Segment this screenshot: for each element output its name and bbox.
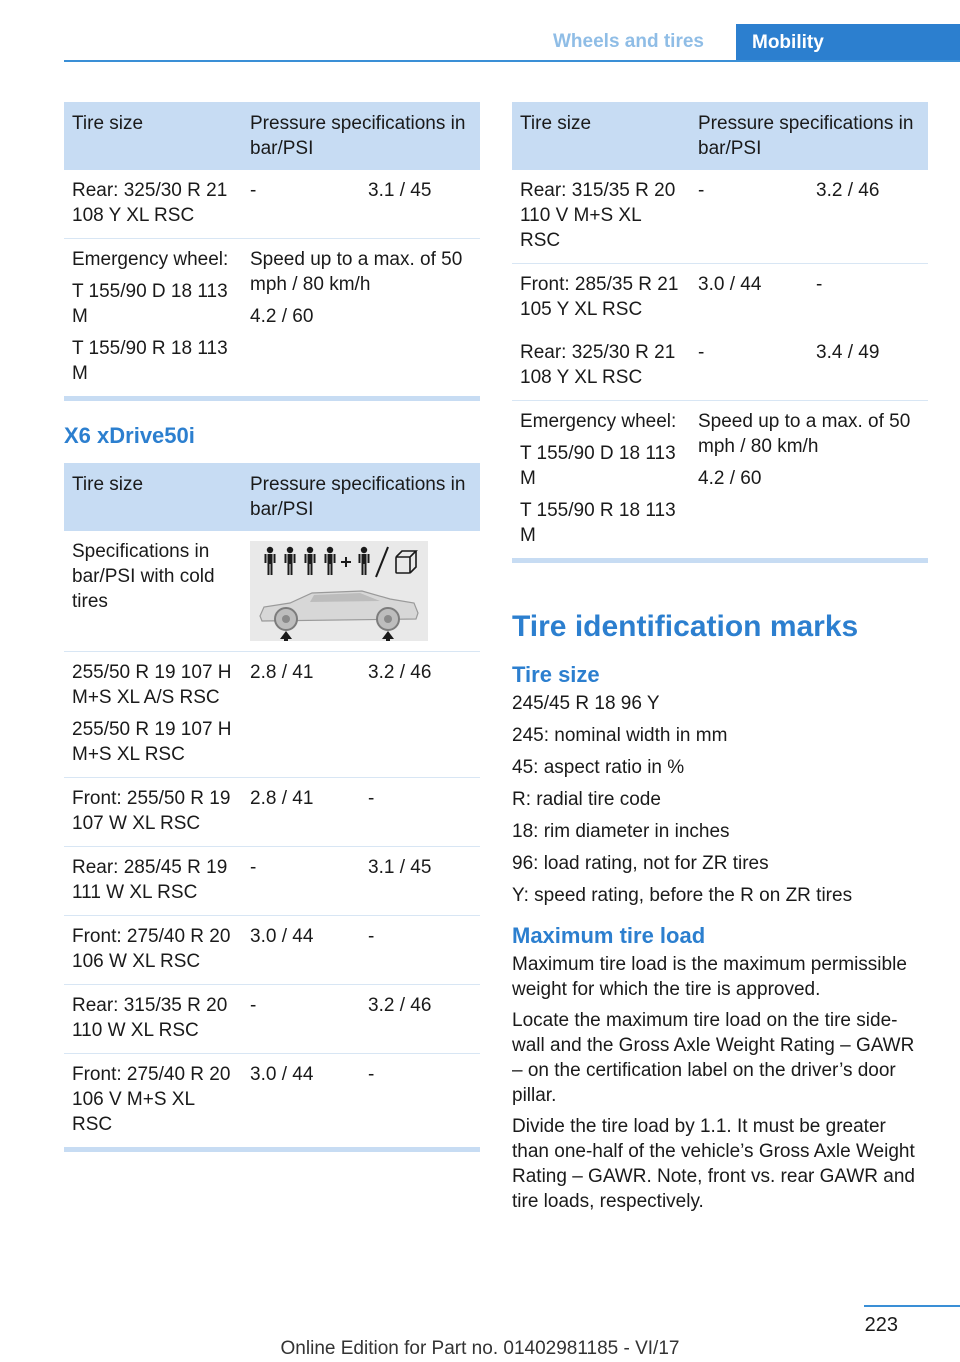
- table-row: [64, 985, 480, 1054]
- tire-pressure-table-right: [512, 102, 928, 558]
- table-row: [512, 401, 928, 559]
- cell-line: Emergency wheel:: [72, 249, 229, 270]
- tire-size-line: 18: rim diameter in inches: [512, 821, 730, 842]
- subheading-tire-size: Tire size: [512, 662, 600, 687]
- tire-pressure-table-x6-xdrive50i: [64, 463, 480, 1147]
- table-header-row: [512, 102, 928, 170]
- cell-line: Speed up to a max. of 50 mph / 80 km/h: [698, 411, 911, 457]
- pressure-spec-cell: [242, 239, 480, 397]
- pressure-front-cell: 3.0 / 44: [242, 916, 360, 985]
- tire-size-line: 245: nominal width in mm: [512, 725, 728, 746]
- table-row: [512, 264, 928, 333]
- table-row: [64, 1054, 480, 1148]
- table-header-tire-size: Tire size: [64, 463, 242, 531]
- header-rule: [64, 60, 960, 62]
- max-load-paragraph: Divide the tire load by 1.1. It must be greater than one-half of the vehicle’s Gross Axle Weight Rating – GAWR. Note, front vs. rear GAWR and tire loads, respectively.: [512, 1116, 915, 1212]
- tire-size-cell: Front: 255/50 R 19 107 W XL RSC: [64, 778, 242, 847]
- pressure-rear-cell: -: [368, 1064, 375, 1085]
- pressure-rear-cell: 3.4 / 49: [808, 332, 928, 401]
- spec-label-cell: Specifications in bar/PSI with cold tires: [64, 531, 242, 652]
- pressure-front-cell: 2.8 / 41: [242, 778, 360, 847]
- section-heading: Tire identification marks: [512, 610, 859, 643]
- pressure-rear-cell: -: [360, 778, 480, 847]
- tire-size-line: R: radial tire code: [512, 789, 661, 810]
- footer-rule: [864, 1305, 960, 1307]
- tire-size-line: 45: aspect ratio in %: [512, 757, 685, 778]
- section-title: Wheels and tires: [553, 31, 704, 52]
- tire-size-line: 245/45 R 18 96 Y: [512, 693, 660, 714]
- table-row: [512, 170, 928, 264]
- model-heading: X6 xDrive50i: [64, 423, 195, 448]
- pressure-front-cell: -: [242, 985, 360, 1054]
- tire-size-line: 96: load rating, not for ZR tires: [512, 853, 769, 874]
- cell-line: T 155/90 D 18 113 M: [72, 281, 228, 327]
- tire-size-cell: Rear: 325/30 R 21 108 Y XL RSC: [64, 170, 242, 239]
- table-header-pressure: Pressure specifications in bar/PSI: [242, 463, 480, 531]
- table-header-tire-size: Tire size: [64, 102, 242, 170]
- table-header-row: [64, 102, 480, 170]
- cell-line: T 155/90 R 18 113 M: [520, 500, 676, 546]
- table-header-pressure: Pressure specifications in bar/PSI: [690, 102, 928, 170]
- table-bottom-rule: [64, 396, 480, 401]
- chapter-tab[interactable]: Mobility: [736, 24, 960, 62]
- tire-size-cell: Rear: 315/35 R 20 110 V M+S XL RSC: [512, 170, 690, 264]
- right-column: [512, 102, 928, 1214]
- table-header-row: [64, 463, 480, 531]
- max-load-paragraph: Maximum tire load is the maximum permissible weight for which the tire is approved.: [512, 954, 907, 1000]
- page-header: [0, 0, 960, 64]
- cell-line: T 155/90 R 18 113 M: [72, 338, 228, 384]
- pressure-spec-cell: [690, 401, 928, 559]
- pressure-front-cell: 2.8 / 41: [242, 652, 360, 778]
- pressure-rear-cell: 3.2 / 46: [360, 985, 480, 1054]
- table-bottom-rule: [64, 1147, 480, 1152]
- pressure-rear-cell: 3.2 / 46: [360, 652, 480, 778]
- pressure-front-cell: -: [242, 170, 360, 239]
- cell-line: Speed up to a max. of 50 mph / 80 km/h: [250, 249, 463, 295]
- pressure-front-cell: -: [690, 332, 808, 401]
- tire-size-cell: [64, 239, 242, 397]
- tire-pressure-table-continued: [64, 102, 480, 396]
- pressure-front-cell: 3.0 / 44: [250, 1064, 314, 1085]
- page-number: 223: [864, 1314, 898, 1336]
- left-column: [64, 102, 480, 1152]
- pressure-front-cell: -: [242, 847, 360, 916]
- table-header-pressure: Pressure specifications in bar/PSI: [242, 102, 480, 170]
- pressure-rear-cell: 3.1 / 45: [360, 170, 480, 239]
- cell-line: Emergency wheel:: [520, 411, 677, 432]
- pressure-front-cell: -: [690, 170, 808, 264]
- pressure-rear-cell: -: [360, 916, 480, 985]
- tire-size-cell: Rear: 315/35 R 20 110 W XL RSC: [64, 985, 242, 1054]
- tire-size-cell: [64, 652, 242, 778]
- table-bottom-rule: [512, 558, 928, 563]
- table-row: [64, 778, 480, 847]
- pressure-rear-cell: 3.1 / 45: [360, 847, 480, 916]
- subheading-max-load: Maximum tire load: [512, 923, 706, 948]
- table-row: [64, 239, 480, 397]
- cell-line: 4.2 / 60: [250, 306, 314, 327]
- cell-line: 255/50 R 19 107 H M+S XL A/S RSC: [72, 662, 232, 708]
- pressure-rear-cell: -: [816, 274, 823, 295]
- max-load-paragraph: Locate the maximum tire load on the tire side-wall and the Gross Axle Weight Rating – GAWR – on the certification label on the driver’s door pillar.: [512, 1010, 915, 1106]
- table-row: [64, 916, 480, 985]
- pressure-rear-cell: 3.2 / 46: [808, 170, 928, 264]
- edition-note: Online Edition for Part no. 01402981185 - VI/17: [280, 1338, 680, 1359]
- table-row: [64, 652, 480, 778]
- cell-line: 4.2 / 60: [698, 468, 762, 489]
- load-diagram-icon: [250, 541, 428, 641]
- tire-size-cell: Front: 285/35 R 21 105 Y XL RSC: [520, 274, 679, 320]
- table-row: [64, 847, 480, 916]
- cell-line: 255/50 R 19 107 H M+S XL RSC: [72, 719, 232, 765]
- tire-size-line: Y: speed rating, before the R on ZR tires: [512, 885, 853, 906]
- diagram-cell: [242, 531, 480, 652]
- table-row: [64, 531, 480, 652]
- pressure-front-cell: 3.0 / 44: [698, 274, 762, 295]
- tire-size-cell: Front: 275/40 R 20 106 V M+S XL RSC: [72, 1064, 231, 1135]
- tire-size-cell: Front: 275/40 R 20 106 W XL RSC: [64, 916, 242, 985]
- tire-size-cell: [512, 401, 690, 559]
- table-row: [512, 332, 928, 401]
- cell-line: T 155/90 D 18 113 M: [520, 443, 676, 489]
- table-row: [64, 170, 480, 239]
- tire-size-cell: Rear: 325/30 R 21 108 Y XL RSC: [512, 332, 690, 401]
- tire-size-cell: Rear: 285/45 R 19 111 W XL RSC: [64, 847, 242, 916]
- table-header-tire-size: Tire size: [512, 102, 690, 170]
